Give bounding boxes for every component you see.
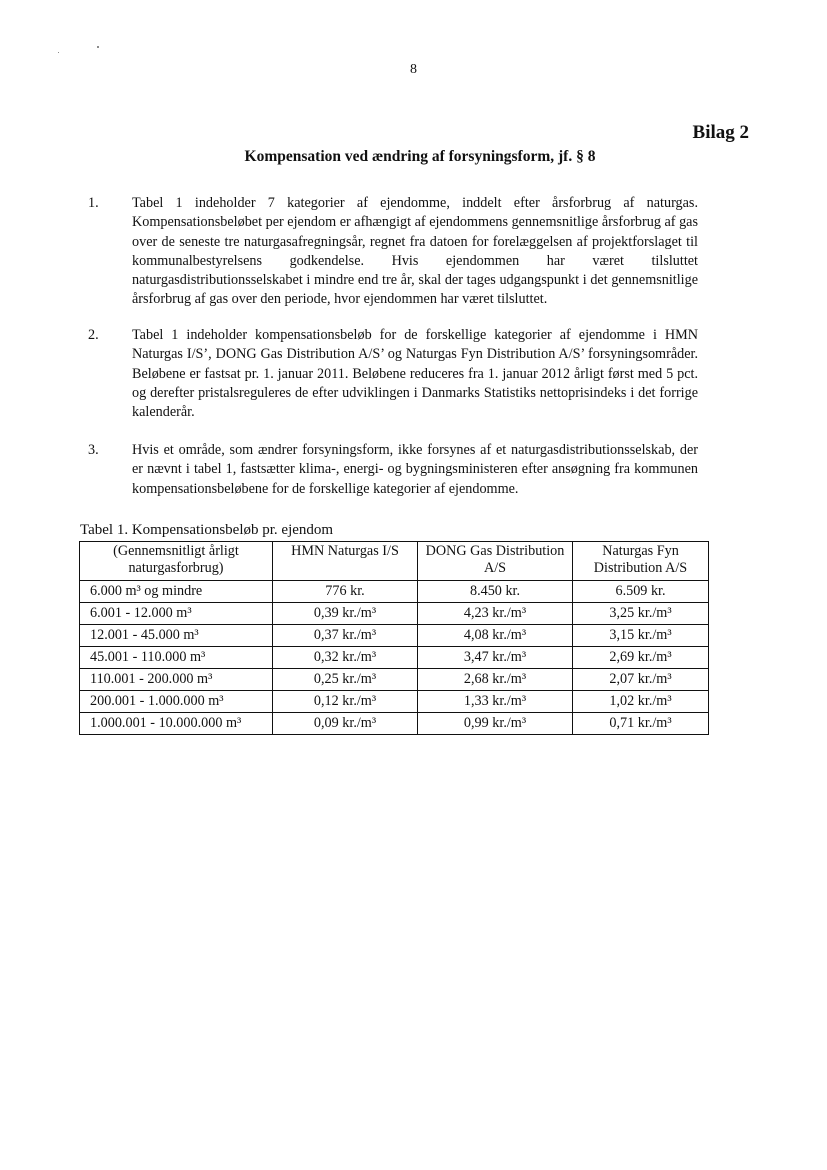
cell-naturgas-fyn: 1,02 kr./m³ xyxy=(573,691,709,713)
cell-category: 6.001 - 12.000 m³ xyxy=(80,603,273,625)
table-row xyxy=(80,625,709,647)
cell-category: 110.001 - 200.000 m³ xyxy=(80,669,273,691)
header-hmn: HMN Naturgas I/S xyxy=(273,542,418,581)
table-row xyxy=(80,713,709,735)
paragraph-text: Hvis et område, som ændrer forsyningsform, ikke forsynes af et naturgasdistributionsselskab, der er nævnt i tabel 1, fastsætter klima-, energi- og bygningsministeren efter ansøgning fra kommunen kompensationsbeløbene for de forskellige kategorier af ejendomme. xyxy=(132,442,698,497)
table-row xyxy=(80,581,709,603)
paragraph-number: 2. xyxy=(88,327,99,343)
cell-dong: 1,33 kr./m³ xyxy=(418,691,573,713)
table-caption: Tabel 1. Kompensationsbeløb pr. ejendom xyxy=(80,522,334,538)
cell-category: 200.001 - 1.000.000 m³ xyxy=(80,691,273,713)
header-consumption: (Gennemsnitligt årligt naturgasforbrug) xyxy=(80,542,273,581)
cell-naturgas-fyn: 0,71 kr./m³ xyxy=(573,713,709,735)
scan-speck xyxy=(58,52,59,53)
header-dong: DONG Gas Distribution A/S xyxy=(418,542,573,581)
scan-speck xyxy=(97,46,99,48)
appendix-label: Bilag 2 xyxy=(692,122,749,143)
paragraph-2 xyxy=(88,326,698,422)
cell-dong: 0,99 kr./m³ xyxy=(418,713,573,735)
cell-hmn: 776 kr. xyxy=(273,581,418,603)
cell-naturgas-fyn: 3,25 kr./m³ xyxy=(573,603,709,625)
cell-dong: 3,47 kr./m³ xyxy=(418,647,573,669)
cell-naturgas-fyn: 2,69 kr./m³ xyxy=(573,647,709,669)
paragraph-1 xyxy=(88,194,698,310)
cell-hmn: 0,12 kr./m³ xyxy=(273,691,418,713)
cell-dong: 2,68 kr./m³ xyxy=(418,669,573,691)
cell-hmn: 0,39 kr./m³ xyxy=(273,603,418,625)
header-naturgas-fyn: Naturgas Fyn Distribution A/S xyxy=(573,542,709,581)
table-row xyxy=(80,647,709,669)
cell-category: 12.001 - 45.000 m³ xyxy=(80,625,273,647)
table-row xyxy=(80,691,709,713)
paragraph-number: 3. xyxy=(88,442,99,458)
cell-hmn: 0,37 kr./m³ xyxy=(273,625,418,647)
page-title: Kompensation ved ændring af forsyningsform, jf. § 8 xyxy=(244,148,596,165)
table-header-row xyxy=(80,542,709,581)
cell-dong: 4,23 kr./m³ xyxy=(418,603,573,625)
cell-hmn: 0,32 kr./m³ xyxy=(273,647,418,669)
cell-naturgas-fyn: 3,15 kr./m³ xyxy=(573,625,709,647)
cell-dong: 8.450 kr. xyxy=(418,581,573,603)
paragraph-text: Tabel 1 indeholder kompensationsbeløb for de forskellige kategorier af ejendomme i HMN Naturgas I/S’, DONG Gas Distribution A/S’ og Naturgas Fyn Distribution A/S’ forsyningsområder. Beløbene er fastsat pr. 1. januar 2011. Beløbene reduceres fra 1. januar 2012 årligt først med 5 pct. og derefter pristalsreguleres de efter udviklingen i Danmarks Statistiks nettoprisindeks i det forrige kalenderår. xyxy=(132,327,698,421)
paragraph-text: Tabel 1 indeholder 7 kategorier af ejendomme, inddelt efter årsforbrug af naturgas. Kompensationsbeløbet per ejendom er afhængigt af ejendommens gennemsnitlige årsforbrug af gas over de seneste tre naturgasafregningsår, regnet fra datoen for forelæggelsen af projektforslaget til kommunalbestyrelsens godkendelse. Hvis ejendommen har været tilsluttet naturgasdistributionsselskabet i mindre end tre år, skal der tages udgangspunkt i det gennemsnitlige årsforbrug af gas over den periode, hvor ejendommen har været tilsluttet. xyxy=(132,195,698,308)
table-row xyxy=(80,669,709,691)
cell-naturgas-fyn: 6.509 kr. xyxy=(573,581,709,603)
cell-category: 45.001 - 110.000 m³ xyxy=(80,647,273,669)
paragraph-number: 1. xyxy=(88,195,99,211)
cell-hmn: 0,25 kr./m³ xyxy=(273,669,418,691)
paragraph-3 xyxy=(88,441,698,499)
cell-dong: 4,08 kr./m³ xyxy=(418,625,573,647)
table-row xyxy=(80,603,709,625)
cell-naturgas-fyn: 2,07 kr./m³ xyxy=(573,669,709,691)
cell-category: 1.000.001 - 10.000.000 m³ xyxy=(80,713,273,735)
compensation-table xyxy=(79,541,709,735)
cell-category: 6.000 m³ og mindre xyxy=(80,581,273,603)
cell-hmn: 0,09 kr./m³ xyxy=(273,713,418,735)
page-number: 8 xyxy=(410,62,417,77)
